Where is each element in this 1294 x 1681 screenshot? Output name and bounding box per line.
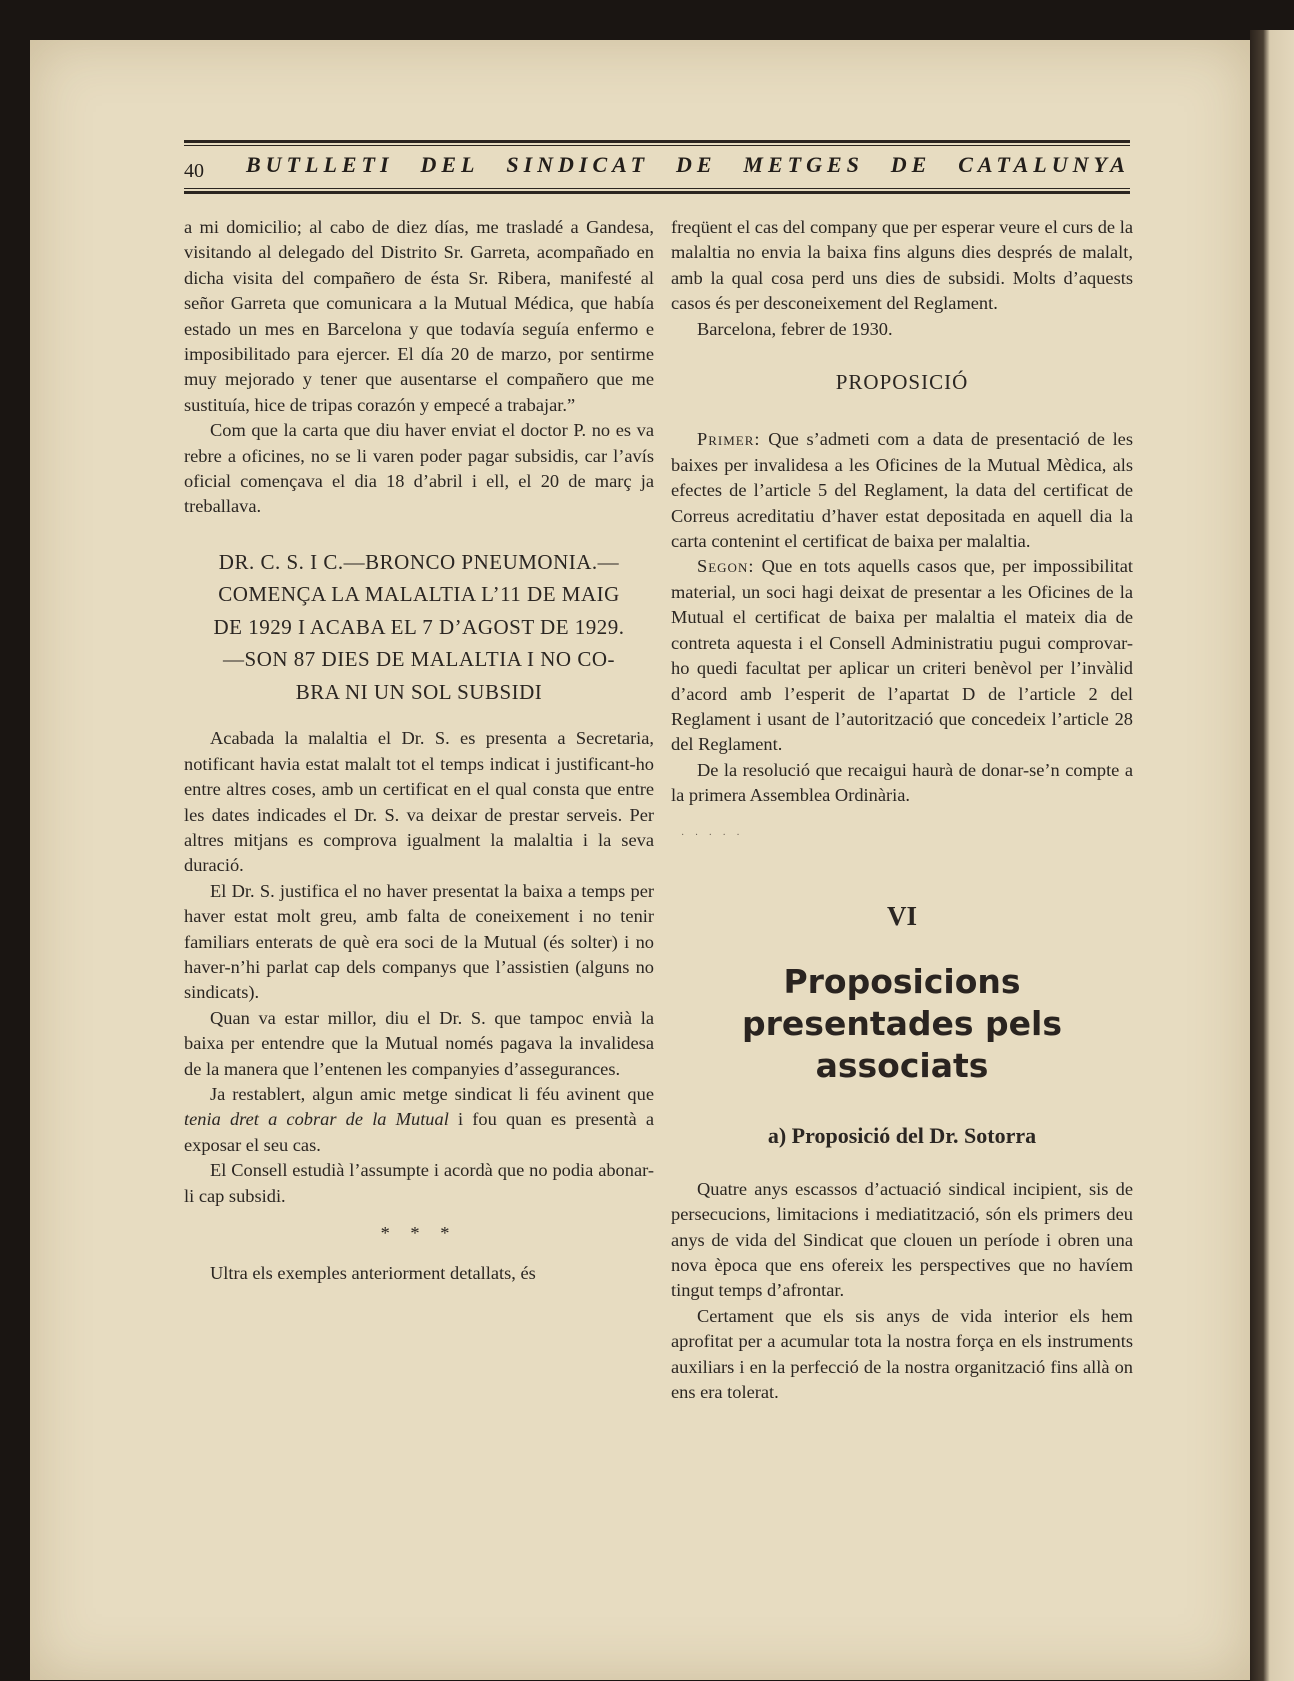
paragraph <box>671 554 1133 757</box>
paragraph: a mi domicilio; al cabo de diez días, me trasladé a Gandesa, visitando al delegado del Distrito Sr. Garreta, acompañado en dicha visita del compañero de ésta Sr. Ribera, manifesté al señor Garreta que comunicara a la Mutual Médica, que había estado un mes en Barcelona y que todavía seguía enfermo e imposibilitado para ejercer. El día 20 de marzo, por sentirme muy mejorado y tener que ausentarse el compañero que me sustituía, hice de tripas corazón y empecé a trabajar.” <box>184 217 654 415</box>
journal-title-word: BUTLLETI <box>246 152 394 177</box>
paragraph: Com que la carta que diu haver enviat el doctor P. no es va rebre a oficines, no se li varen poder pagar subsidis, car l’avís oficial començava el dia 18 d’abril i ell, el 20 de març ja treballava. <box>184 420 654 517</box>
header-rule-top <box>184 140 1130 143</box>
text-run: Ja restablert, algun amic metge sindicat li féu avinent que <box>210 1084 654 1105</box>
journal-title-word: DE <box>890 152 932 177</box>
dotted-separator: · · · · · <box>681 829 744 841</box>
clause-label: Primer: <box>697 429 761 450</box>
paragraph <box>184 1082 654 1158</box>
case-heading-line: DE 1929 I ACABA EL 7 D’AGOST DE 1929. <box>213 614 625 639</box>
case-heading-line: BRA NI UN SOL SUBSIDI <box>295 679 543 704</box>
paragraph: El Dr. S. justifica el no haver presentat la baixa a temps per haver estat molt greu, amb falta de coneixement i no tenir familiars enterats de què era soci de la Mutual (és solter) i no haver-n’hi parlat cap dels companys que l’assistien (alguns no sindicats). <box>184 880 654 1003</box>
journal-title-word: DE <box>675 152 717 177</box>
section-separator-stars: * * * <box>380 1223 458 1244</box>
paragraph: Quatre anys escassos d’actuació sindical incipient, sis de persecucions, limitacions i mediatització, són els primers deu anys de vida del Sindicat que clouen un període i obren una nova època que ens ofereix les perspectives que no havíem tingut temps d’afrontar. <box>671 1178 1133 1301</box>
clause-label: Segon: <box>697 556 755 577</box>
paragraph: Certament que els sis anys de vida interior els hem aprofitat per a acumular tota la nostra força en els instruments auxiliars i en la perfecció de la nostra organització fins allà on ens era tolerat. <box>671 1305 1133 1402</box>
text-run: Que en tots aquells casos que, per impossibilitat material, un soci hagi deixat de presentar a les Oficines de la Mutual el certificat de baixa per malaltia el mateix dia de contreta aquesta i el Consell Administratiu pugui comprovar-ho quedi facultat per aplicar un criteri benèvol per l’invàlid d’acord amb l’esperit de l’apartat D de l’article 2 del Reglament i usant de l’autorització que concedeix l’article 28 del Reglament. <box>671 556 1133 755</box>
paragraph: Quan va estar millor, diu el Dr. S. que tampoc envià la baixa per entendre que la Mutual només pagava la invalidesa de la manera que l’entenen les companyies d’assegurances. <box>184 1007 654 1079</box>
subsection-title: a) Proposició del Dr. Sotorra <box>767 1123 1037 1149</box>
section-title: PROPOSICIÓ <box>835 370 969 395</box>
paragraph: freqüent el cas del company que per esperar veure el curs de la malaltia no envia la baixa fins alguns dies després de malalt, amb la qual cosa perd uns dies de subsidi. Molts d’aquests casos és per desconeixement del Reglament. <box>671 217 1133 314</box>
running-header <box>184 148 1130 188</box>
page-edge <box>1250 30 1294 1681</box>
text-run: i fou quan es presentà a exposar el seu cas. <box>184 1109 654 1155</box>
paragraph: Ultra els exemples anteriorment detallats, és <box>210 1262 536 1283</box>
text-run: Que s’admeti com a data de presentació de les baixes per invalidesa a les Oficines de la Mutual Mèdica, als efectes de l’article 5 del Reglament, la data del certificat de Correus acreditatiu d’haver estat depositada en aquell dia la carta contenint el certificat de baixa per malaltia. <box>671 429 1133 552</box>
paragraph: Acabada la malaltia el Dr. S. es presenta a Secretaria, notificant havia estat malalt tot el temps indicat i justificant-ho entre altres coses, amb un certificat en el qual consta que entre les dates indicades el Dr. S. va deixar de prestar serveis. Per altres mitjans es comprova igualment la malaltia i la seva duració. <box>184 728 654 876</box>
header-rule-top-thin <box>184 145 1130 146</box>
case-heading <box>184 546 654 709</box>
right-column <box>671 215 1133 1405</box>
journal-title-word: DEL <box>420 152 480 177</box>
paragraph <box>671 427 1133 554</box>
header-rule-bottom-thin <box>184 188 1130 189</box>
left-column <box>184 215 654 1286</box>
chapter-title: Proposicions presentades pels associats <box>742 962 1062 1086</box>
journal-title-word: METGES <box>743 152 864 177</box>
italic-phrase: tenia dret a cobrar de la Mutual <box>184 1109 449 1130</box>
paragraph: El Consell estudià l’assumpte i acordà que no podia abonar-li cap subsidi. <box>184 1160 654 1206</box>
header-rule-bottom <box>184 191 1130 194</box>
page-number: 40 <box>184 160 204 182</box>
journal-title <box>246 152 1130 178</box>
case-heading-line: COMENÇA LA MALALTIA L’11 DE MAIG <box>218 582 620 607</box>
chapter-number: VI <box>886 900 917 931</box>
paragraph: De la resolució que recaigui haurà de donar-se’n compte a la primera Assemblea Ordinària. <box>671 759 1133 806</box>
case-heading-line: DR. C. S. I C.—BRONCO PNEUMONIA.— <box>218 549 620 574</box>
case-heading-line: —SON 87 DIES DE MALALTIA I NO CO- <box>223 647 615 672</box>
journal-title-word: SINDICAT <box>506 152 650 177</box>
date-line: Barcelona, febrer de 1930. <box>697 318 893 339</box>
journal-title-word: CATALUNYA <box>958 152 1130 177</box>
